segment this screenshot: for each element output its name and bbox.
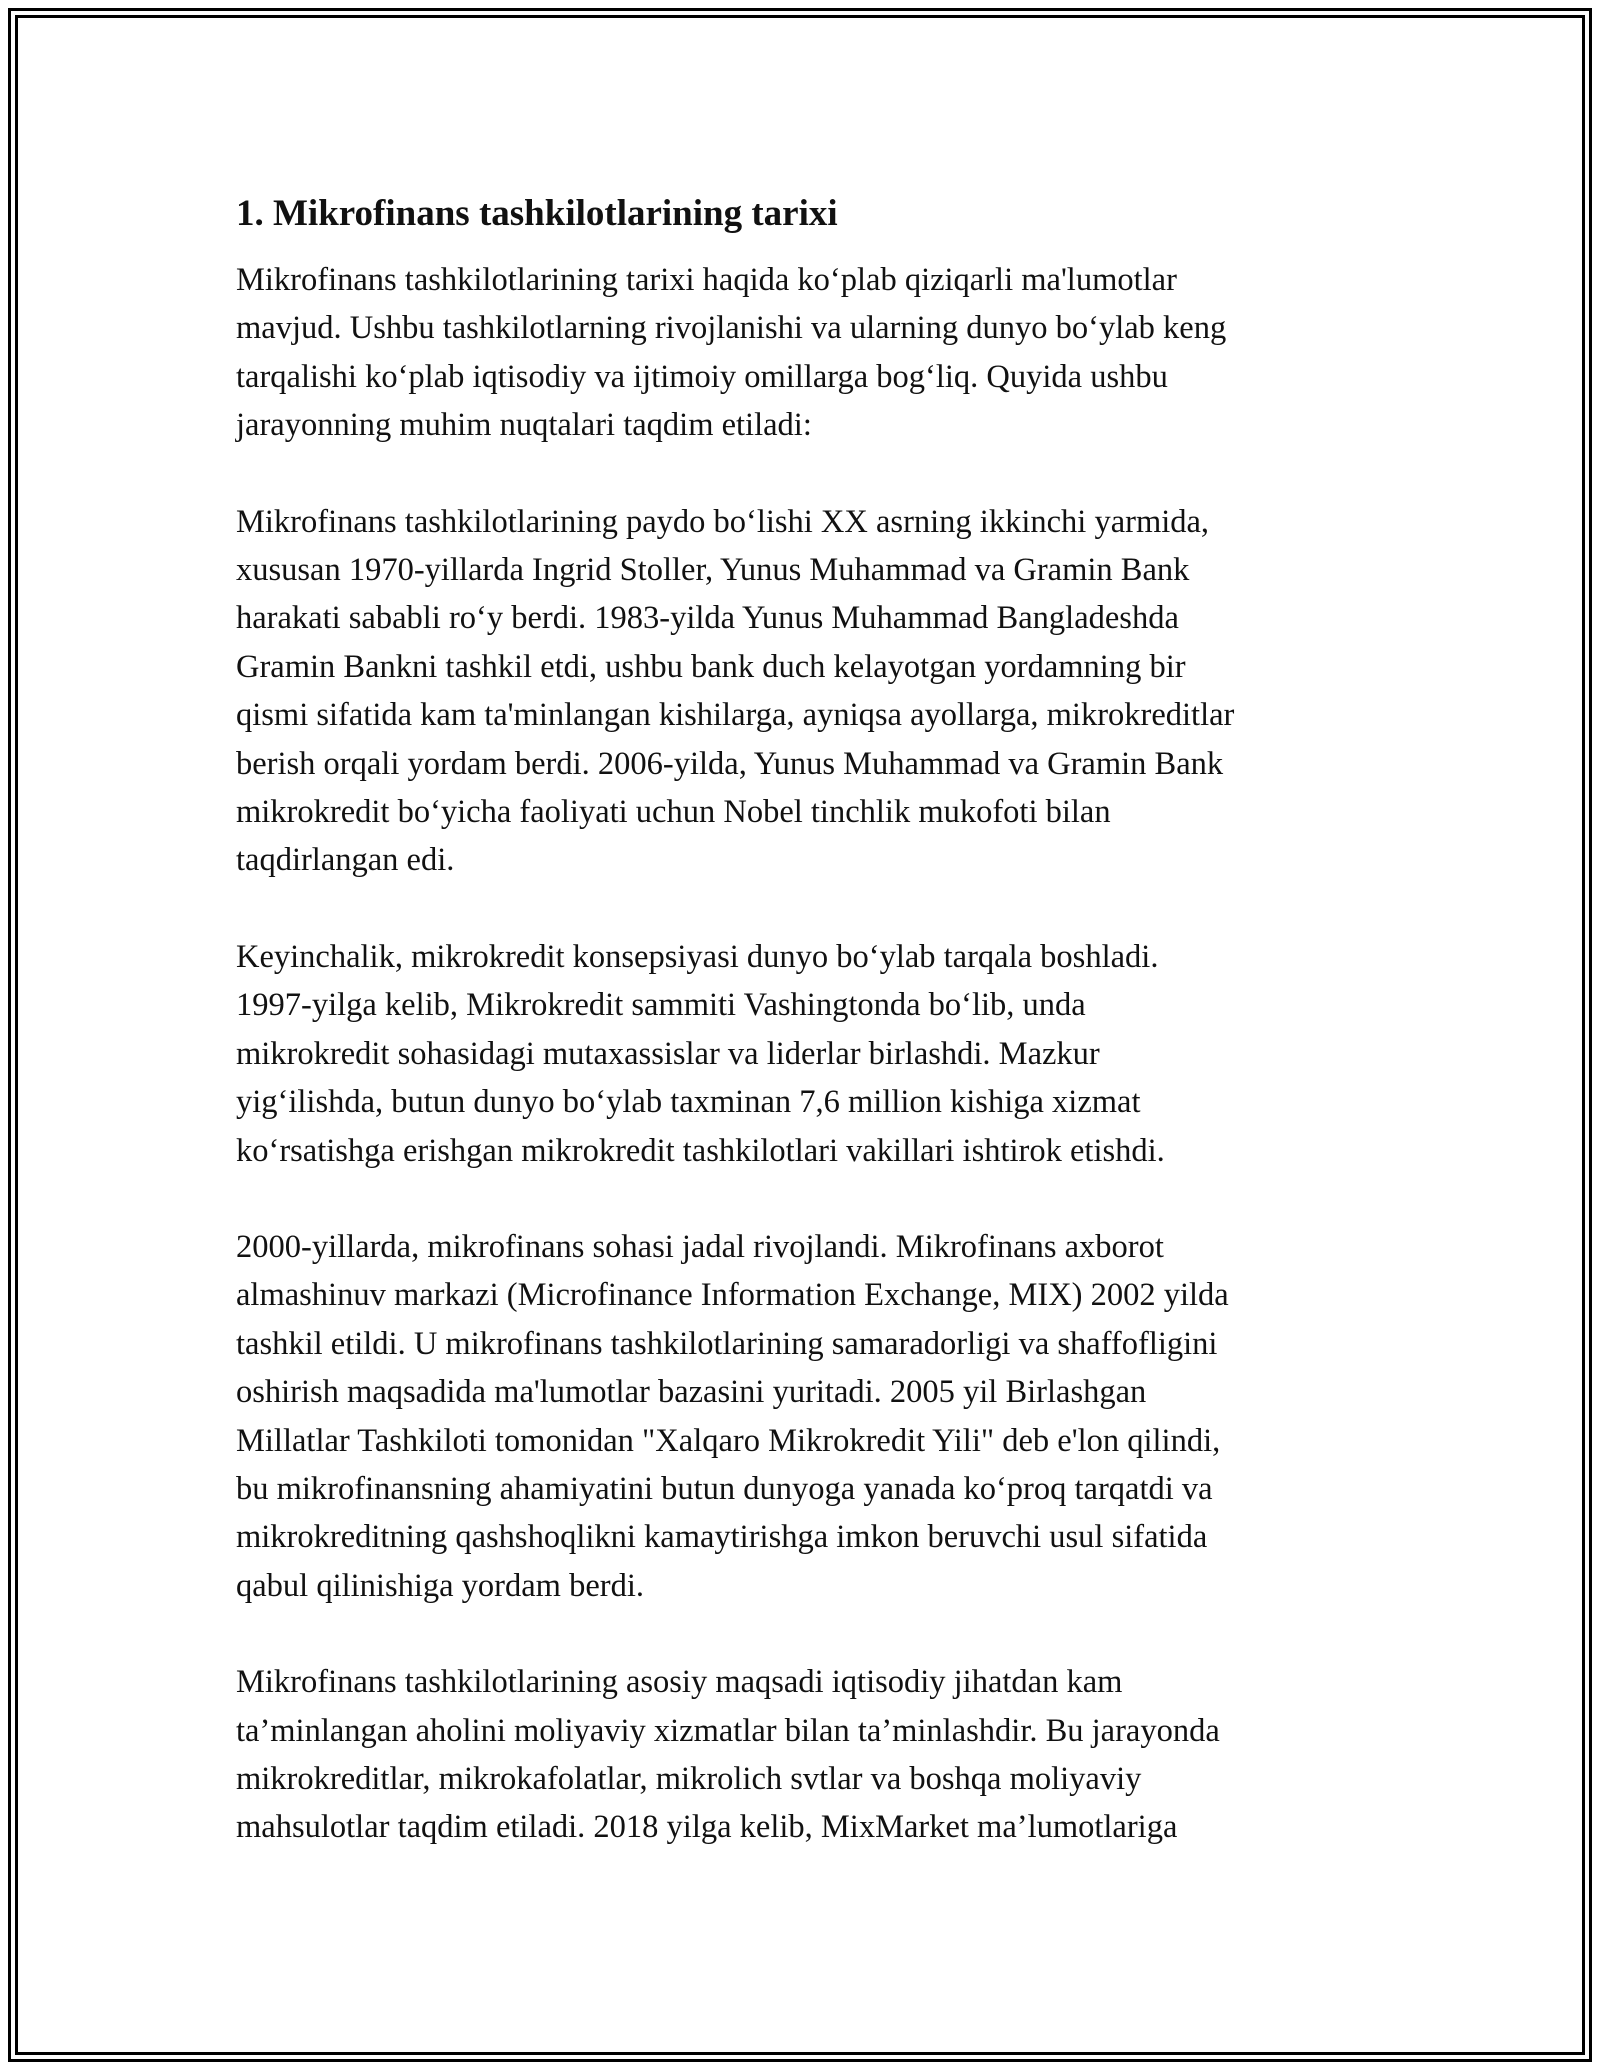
- paragraph-spread: Keyinchalik, mikrokredit konsepsiyasi dunyo bo‘ylab tarqala boshladi. 1997-yilga kelib, Mikrokredit sammiti Vashingtonda bo‘lib, unda mikrokredit sohasidagi mutaxassislar va liderlar birlashdi. Mazkur yig‘ilishda, butun dunyo bo‘ylab taxminan 7,6 million kishiga xizmat ko‘rsatishga erishgan mikrokredit tashkilotlari vakillari ishtirok etishdi.: [236, 938, 1165, 1169]
- section-heading: 1. Mikrofinans tashkilotlarining tarixi: [236, 193, 838, 234]
- paragraph-2000s: 2000-yillarda, mikrofinans sohasi jadal rivojlandi. Mikrofinans axborot almashinuv markazi (Microfinance Information Exchange, MIX) 2002 yilda tashkil etildi. U mikrofinans tashkilotlarining samaradorligi va shaffofligini oshirish maqsadida ma'lumotlar bazasini yuritadi. 2005 yil Birlashgan Millatlar Tashkiloti tomonidan "Xalqaro Mikrokredit Yili" deb e'lon qilindi, bu mikrofinansning ahamiyatini butun dunyoga yanada ko‘proq tarqatdi va mikrokreditning qashshoqlikni kamaytirishga imkon beruvchi usul sifatida qabul qilinishiga yordam berdi.: [236, 1228, 1229, 1604]
- paragraph-intro: Mikrofinans tashkilotlarining tarixi haqida ko‘plab qiziqarli ma'lumotlar mavjud. Ushbu tashkilotlarning rivojlanishi va ularning dunyo bo‘ylab keng tarqalishi ko‘plab iqtisodiy va ijtimoiy omillarga bog‘liq. Quyida ushbu jarayonning muhim nuqtalari taqdim etiladi:: [236, 262, 1227, 444]
- paragraph-origins: Mikrofinans tashkilotlarining paydo bo‘lishi XX asrning ikkinchi yarmida, xususan 1970-yillarda Ingrid Stoller, Yunus Muhammad va Gramin Bank harakati sababli ro‘y berdi. 1983-yilda Yunus Muhammad Bangladeshda Gramin Bankni tashkil etdi, ushbu bank duch kelayotgan yordamning bir qismi sifatida kam ta'minlangan kishilarga, ayniqsa ayollarga, mikrokreditlar berish orqali yordam berdi. 2006-yilda, Yunus Muhammad va Gramin Bank mikrokredit bo‘yicha faoliyati uchun Nobel tinchlik mukofoti bilan taqdirlangan edi.: [236, 503, 1235, 879]
- document-body: [236, 188, 1376, 1852]
- paragraph-main-goal: Mikrofinans tashkilotlarining asosiy maqsadi iqtisodiy jihatdan kam ta’minlangan aholini moliyaviy xizmatlar bilan ta’minlashdir. Bu jarayonda mikrokreditlar, mikrokafolatlar, mikrolich svtlar va boshqa moliyaviy mahsulotlar taqdim etiladi. 2018 yilga kelib, MixMarket ma’lumotlariga: [236, 1664, 1220, 1846]
